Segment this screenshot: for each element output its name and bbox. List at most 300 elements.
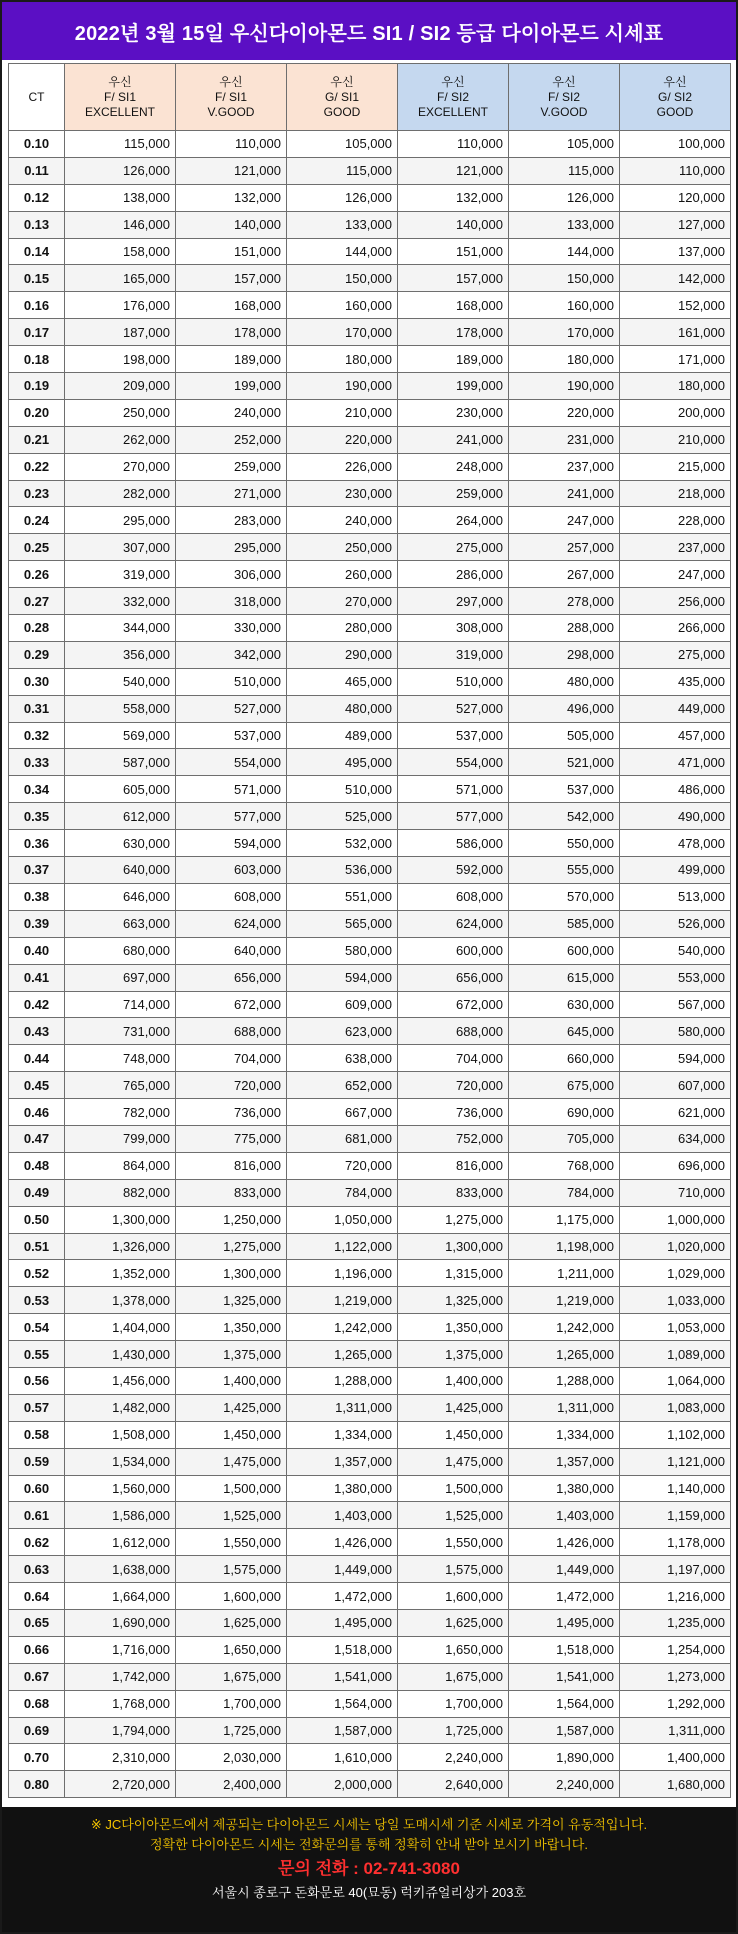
- table-row: [9, 399, 731, 426]
- price-cell: 612,000: [65, 803, 176, 830]
- price-cell: 571,000: [176, 776, 287, 803]
- column-grade: F/ SI2: [547, 89, 580, 104]
- price-cell: 1,198,000: [509, 1233, 620, 1260]
- price-cell: 736,000: [398, 1099, 509, 1126]
- price-cell: 178,000: [176, 319, 287, 346]
- price-cell: 1,197,000: [620, 1556, 731, 1583]
- column-brand: 우신: [663, 74, 687, 89]
- price-cell: 1,500,000: [398, 1475, 509, 1502]
- price-cell: 457,000: [620, 722, 731, 749]
- price-cell: 1,235,000: [620, 1609, 731, 1636]
- column-cut: GOOD: [656, 104, 694, 119]
- price-cell: 567,000: [620, 991, 731, 1018]
- price-cell: 1,575,000: [398, 1556, 509, 1583]
- price-cell: 634,000: [620, 1125, 731, 1152]
- table-row: [9, 1717, 731, 1744]
- price-cell: 240,000: [287, 507, 398, 534]
- price-cell: 200,000: [620, 399, 731, 426]
- carat-cell: 0.19: [9, 373, 65, 400]
- price-cell: 1,525,000: [176, 1502, 287, 1529]
- price-cell: 1,254,000: [620, 1636, 731, 1663]
- price-cell: 240,000: [176, 399, 287, 426]
- price-cell: 569,000: [65, 722, 176, 749]
- price-cell: 1,216,000: [620, 1583, 731, 1610]
- price-cell: 1,650,000: [176, 1636, 287, 1663]
- price-cell: 537,000: [509, 776, 620, 803]
- footer-note: ※ JC다이아몬드에서 제공되는 다이아몬드 시세는 당일 도매시세 기준 시세로 가격이 유동적입니다.: [90, 1817, 648, 1832]
- column-cut: V.GOOD: [540, 104, 588, 119]
- price-cell: 1,159,000: [620, 1502, 731, 1529]
- price-cell: 1,650,000: [398, 1636, 509, 1663]
- price-cell: 140,000: [398, 211, 509, 238]
- table-row: [9, 883, 731, 910]
- price-cell: 1,500,000: [176, 1475, 287, 1502]
- price-cell: 1,315,000: [398, 1260, 509, 1287]
- column-cut: GOOD: [323, 104, 361, 119]
- price-cell: 690,000: [509, 1099, 620, 1126]
- column-grade: F/ SI2: [436, 89, 469, 104]
- price-cell: 1,525,000: [398, 1502, 509, 1529]
- price-cell: 615,000: [509, 964, 620, 991]
- carat-cell: 0.29: [9, 641, 65, 668]
- carat-cell: 0.60: [9, 1475, 65, 1502]
- price-cell: 126,000: [65, 157, 176, 184]
- price-cell: 630,000: [65, 830, 176, 857]
- carat-cell: 0.59: [9, 1448, 65, 1475]
- price-cell: 704,000: [176, 1045, 287, 1072]
- price-cell: 1,211,000: [509, 1260, 620, 1287]
- price-cell: 1,020,000: [620, 1233, 731, 1260]
- price-cell: 605,000: [65, 776, 176, 803]
- price-cell: 1,242,000: [509, 1314, 620, 1341]
- table-row: [9, 1609, 731, 1636]
- price-cell: 672,000: [176, 991, 287, 1018]
- price-cell: 160,000: [509, 292, 620, 319]
- price-cell: 2,720,000: [65, 1771, 176, 1798]
- price-cell: 209,000: [65, 373, 176, 400]
- price-cell: 499,000: [620, 857, 731, 884]
- price-cell: 2,240,000: [398, 1744, 509, 1771]
- price-cell: 638,000: [287, 1045, 398, 1072]
- table-row: [9, 1448, 731, 1475]
- price-cell: 882,000: [65, 1179, 176, 1206]
- price-cell: 720,000: [287, 1152, 398, 1179]
- price-cell: 1,219,000: [287, 1287, 398, 1314]
- price-cell: 1,102,000: [620, 1421, 731, 1448]
- price-cell: 554,000: [176, 749, 287, 776]
- table-row: [9, 588, 731, 615]
- price-cell: 215,000: [620, 453, 731, 480]
- price-cell: 115,000: [287, 157, 398, 184]
- price-cell: 262,000: [65, 426, 176, 453]
- price-cell: 165,000: [65, 265, 176, 292]
- carat-cell: 0.40: [9, 937, 65, 964]
- price-cell: 1,334,000: [509, 1421, 620, 1448]
- contact-phone[interactable]: 문의 전화 : 02-741-3080: [278, 1859, 460, 1878]
- price-cell: 105,000: [287, 131, 398, 158]
- carat-cell: 0.34: [9, 776, 65, 803]
- price-cell: 1,541,000: [287, 1663, 398, 1690]
- price-cell: 505,000: [509, 722, 620, 749]
- price-cell: 540,000: [620, 937, 731, 964]
- price-cell: 490,000: [620, 803, 731, 830]
- price-cell: 170,000: [287, 319, 398, 346]
- price-cell: 1,311,000: [620, 1717, 731, 1744]
- table-row: [9, 1690, 731, 1717]
- price-cell: 110,000: [620, 157, 731, 184]
- price-cell: 1,518,000: [509, 1636, 620, 1663]
- price-cell: 127,000: [620, 211, 731, 238]
- price-cell: 319,000: [65, 561, 176, 588]
- carat-cell: 0.43: [9, 1018, 65, 1045]
- table-row: [9, 131, 731, 158]
- price-cell: 640,000: [176, 937, 287, 964]
- price-cell: 710,000: [620, 1179, 731, 1206]
- price-cell: 1,600,000: [176, 1583, 287, 1610]
- price-cell: 585,000: [509, 910, 620, 937]
- price-cell: 435,000: [620, 668, 731, 695]
- table-row: [9, 749, 731, 776]
- table-row: [9, 1018, 731, 1045]
- price-cell: 1,587,000: [509, 1717, 620, 1744]
- price-cell: 1,518,000: [287, 1636, 398, 1663]
- price-cell: 230,000: [398, 399, 509, 426]
- price-cell: 1,508,000: [65, 1421, 176, 1448]
- table-row: [9, 776, 731, 803]
- carat-cell: 0.70: [9, 1744, 65, 1771]
- column-header-f-si2-excellent: [398, 64, 509, 131]
- carat-cell: 0.30: [9, 668, 65, 695]
- carat-cell: 0.36: [9, 830, 65, 857]
- price-cell: 775,000: [176, 1125, 287, 1152]
- price-cell: 150,000: [287, 265, 398, 292]
- price-cell: 1,121,000: [620, 1448, 731, 1475]
- price-cell: 110,000: [398, 131, 509, 158]
- carat-cell: 0.12: [9, 184, 65, 211]
- price-cell: 275,000: [620, 641, 731, 668]
- price-cell: 237,000: [620, 534, 731, 561]
- table-row: [9, 1502, 731, 1529]
- column-brand: 우신: [330, 74, 354, 89]
- price-cell: 180,000: [620, 373, 731, 400]
- price-cell: 105,000: [509, 131, 620, 158]
- price-cell: 241,000: [398, 426, 509, 453]
- table-row: [9, 1233, 731, 1260]
- carat-cell: 0.48: [9, 1152, 65, 1179]
- price-cell: 510,000: [398, 668, 509, 695]
- column-header-ct: CT: [9, 64, 65, 131]
- price-cell: 720,000: [398, 1072, 509, 1099]
- price-cell: 1,053,000: [620, 1314, 731, 1341]
- price-cell: 532,000: [287, 830, 398, 857]
- price-cell: 1,449,000: [509, 1556, 620, 1583]
- table-row: [9, 1529, 731, 1556]
- table-row: [9, 1099, 731, 1126]
- carat-cell: 0.69: [9, 1717, 65, 1744]
- price-cell: 672,000: [398, 991, 509, 1018]
- price-cell: 231,000: [509, 426, 620, 453]
- table-row: [9, 1556, 731, 1583]
- price-cell: 280,000: [287, 615, 398, 642]
- price-cell: 480,000: [509, 668, 620, 695]
- price-cell: 1,472,000: [287, 1583, 398, 1610]
- table-row: [9, 1341, 731, 1368]
- price-cell: 187,000: [65, 319, 176, 346]
- price-cell: 144,000: [509, 238, 620, 265]
- carat-cell: 0.23: [9, 480, 65, 507]
- price-cell: 307,000: [65, 534, 176, 561]
- price-cell: 259,000: [398, 480, 509, 507]
- table-row: [9, 534, 731, 561]
- price-cell: 1,265,000: [287, 1341, 398, 1368]
- price-cell: 705,000: [509, 1125, 620, 1152]
- price-cell: 1,311,000: [509, 1394, 620, 1421]
- price-cell: 681,000: [287, 1125, 398, 1152]
- column-grade: G/ SI2: [657, 89, 692, 104]
- price-cell: 226,000: [287, 453, 398, 480]
- carat-cell: 0.65: [9, 1609, 65, 1636]
- carat-cell: 0.14: [9, 238, 65, 265]
- price-cell: 190,000: [509, 373, 620, 400]
- table-row: [9, 1636, 731, 1663]
- table-row: [9, 668, 731, 695]
- price-cell: 115,000: [509, 157, 620, 184]
- price-cell: 126,000: [287, 184, 398, 211]
- price-cell: 306,000: [176, 561, 287, 588]
- column-grade: F/ SI1: [214, 89, 247, 104]
- price-cell: 600,000: [398, 937, 509, 964]
- price-cell: 594,000: [620, 1045, 731, 1072]
- price-cell: 623,000: [287, 1018, 398, 1045]
- price-cell: 171,000: [620, 346, 731, 373]
- price-cell: 527,000: [176, 695, 287, 722]
- table-row: [9, 373, 731, 400]
- price-cell: 1,425,000: [176, 1394, 287, 1421]
- price-cell: 151,000: [398, 238, 509, 265]
- price-cell: 1,000,000: [620, 1206, 731, 1233]
- column-header-g-si2-good: [620, 64, 731, 131]
- price-cell: 1,638,000: [65, 1556, 176, 1583]
- price-cell: 1,564,000: [287, 1690, 398, 1717]
- price-cell: 527,000: [398, 695, 509, 722]
- price-cell: 1,300,000: [65, 1206, 176, 1233]
- price-cell: 290,000: [287, 641, 398, 668]
- price-cell: 330,000: [176, 615, 287, 642]
- table-row: [9, 1367, 731, 1394]
- price-cell: 286,000: [398, 561, 509, 588]
- price-cell: 782,000: [65, 1099, 176, 1126]
- price-cell: 1,288,000: [287, 1367, 398, 1394]
- column-header-g-si1-good: [287, 64, 398, 131]
- price-cell: 656,000: [398, 964, 509, 991]
- price-cell: 266,000: [620, 615, 731, 642]
- column-brand: 우신: [552, 74, 576, 89]
- price-cell: 553,000: [620, 964, 731, 991]
- price-cell: 2,310,000: [65, 1744, 176, 1771]
- price-cell: 1,064,000: [620, 1367, 731, 1394]
- carat-cell: 0.18: [9, 346, 65, 373]
- price-cell: 1,403,000: [287, 1502, 398, 1529]
- column-header-f-si1-vgood: [176, 64, 287, 131]
- price-cell: 1,475,000: [398, 1448, 509, 1475]
- price-cell: 688,000: [176, 1018, 287, 1045]
- column-cut: EXCELLENT: [84, 104, 156, 119]
- table-row: [9, 426, 731, 453]
- table-row: [9, 722, 731, 749]
- price-cell: 696,000: [620, 1152, 731, 1179]
- price-cell: 176,000: [65, 292, 176, 319]
- table-row: [9, 1583, 731, 1610]
- table-row: [9, 1475, 731, 1502]
- price-cell: 133,000: [509, 211, 620, 238]
- price-cell: 570,000: [509, 883, 620, 910]
- price-cell: 537,000: [398, 722, 509, 749]
- price-cell: 1,610,000: [287, 1744, 398, 1771]
- price-cell: 298,000: [509, 641, 620, 668]
- price-cell: 608,000: [176, 883, 287, 910]
- table-row: [9, 1206, 731, 1233]
- price-cell: 1,242,000: [287, 1314, 398, 1341]
- price-cell: 2,640,000: [398, 1771, 509, 1798]
- table-row: [9, 991, 731, 1018]
- price-cell: 288,000: [509, 615, 620, 642]
- price-cell: 158,000: [65, 238, 176, 265]
- price-cell: 228,000: [620, 507, 731, 534]
- price-cell: 656,000: [176, 964, 287, 991]
- price-cell: 526,000: [620, 910, 731, 937]
- price-cell: 1,449,000: [287, 1556, 398, 1583]
- price-cell: 137,000: [620, 238, 731, 265]
- price-cell: 132,000: [398, 184, 509, 211]
- price-cell: 624,000: [398, 910, 509, 937]
- carat-cell: 0.20: [9, 399, 65, 426]
- price-cell: 609,000: [287, 991, 398, 1018]
- price-cell: 115,000: [65, 131, 176, 158]
- carat-cell: 0.49: [9, 1179, 65, 1206]
- carat-cell: 0.46: [9, 1099, 65, 1126]
- price-cell: 1,325,000: [398, 1287, 509, 1314]
- column-brand: 우신: [441, 74, 465, 89]
- price-cell: 189,000: [398, 346, 509, 373]
- price-cell: 1,550,000: [398, 1529, 509, 1556]
- table-row: [9, 1179, 731, 1206]
- price-cell: 1,326,000: [65, 1233, 176, 1260]
- price-cell: 555,000: [509, 857, 620, 884]
- table-row: [9, 157, 731, 184]
- table-row: [9, 1125, 731, 1152]
- price-cell: 230,000: [287, 480, 398, 507]
- column-grade: F/ SI1: [103, 89, 136, 104]
- price-cell: 1,122,000: [287, 1233, 398, 1260]
- price-cell: 308,000: [398, 615, 509, 642]
- carat-cell: 0.10: [9, 131, 65, 158]
- price-cell: 259,000: [176, 453, 287, 480]
- table-row: [9, 641, 731, 668]
- table-row: [9, 480, 731, 507]
- carat-cell: 0.67: [9, 1663, 65, 1690]
- price-cell: 478,000: [620, 830, 731, 857]
- price-cell: 270,000: [65, 453, 176, 480]
- price-cell: 121,000: [398, 157, 509, 184]
- table-row: [9, 211, 731, 238]
- price-cell: 1,700,000: [398, 1690, 509, 1717]
- price-cell: 1,600,000: [398, 1583, 509, 1610]
- price-cell: 241,000: [509, 480, 620, 507]
- column-brand: 우신: [108, 74, 132, 89]
- price-cell: 752,000: [398, 1125, 509, 1152]
- price-cell: 1,586,000: [65, 1502, 176, 1529]
- carat-cell: 0.26: [9, 561, 65, 588]
- table-row: [9, 1421, 731, 1448]
- price-cell: 784,000: [287, 1179, 398, 1206]
- price-cell: 161,000: [620, 319, 731, 346]
- price-cell: 264,000: [398, 507, 509, 534]
- table-row: [9, 1260, 731, 1287]
- price-cell: 577,000: [176, 803, 287, 830]
- price-cell: 1,375,000: [176, 1341, 287, 1368]
- price-cell: 624,000: [176, 910, 287, 937]
- price-cell: 1,083,000: [620, 1394, 731, 1421]
- price-cell: 1,178,000: [620, 1529, 731, 1556]
- price-cell: 600,000: [509, 937, 620, 964]
- price-cell: 1,196,000: [287, 1260, 398, 1287]
- price-cell: 250,000: [65, 399, 176, 426]
- price-cell: 1,625,000: [176, 1609, 287, 1636]
- price-cell: 652,000: [287, 1072, 398, 1099]
- price-cell: 594,000: [176, 830, 287, 857]
- price-cell: 542,000: [509, 803, 620, 830]
- table-row: [9, 910, 731, 937]
- price-cell: 1,495,000: [509, 1609, 620, 1636]
- price-cell: 1,380,000: [509, 1475, 620, 1502]
- price-cell: 1,375,000: [398, 1341, 509, 1368]
- price-cell: 278,000: [509, 588, 620, 615]
- carat-cell: 0.35: [9, 803, 65, 830]
- price-cell: 180,000: [287, 346, 398, 373]
- price-cell: 587,000: [65, 749, 176, 776]
- carat-cell: 0.42: [9, 991, 65, 1018]
- column-brand: 우신: [219, 74, 243, 89]
- store-address: 서울시 종로구 돈화문로 40(묘동) 럭키쥬얼리상가 203호: [211, 1885, 527, 1900]
- price-cell: 256,000: [620, 588, 731, 615]
- price-cell: 640,000: [65, 857, 176, 884]
- price-cell: 540,000: [65, 668, 176, 695]
- price-cell: 1,029,000: [620, 1260, 731, 1287]
- table-row: [9, 937, 731, 964]
- footer-notice: [2, 1807, 736, 1932]
- price-cell: 577,000: [398, 803, 509, 830]
- price-cell: 663,000: [65, 910, 176, 937]
- price-cell: 138,000: [65, 184, 176, 211]
- price-cell: 126,000: [509, 184, 620, 211]
- table-row: [9, 238, 731, 265]
- price-cell: 1,541,000: [509, 1663, 620, 1690]
- price-cell: 1,404,000: [65, 1314, 176, 1341]
- price-cell: 1,175,000: [509, 1206, 620, 1233]
- price-cell: 480,000: [287, 695, 398, 722]
- price-table-body: [9, 131, 731, 1798]
- carat-cell: 0.13: [9, 211, 65, 238]
- price-cell: 180,000: [509, 346, 620, 373]
- price-cell: 150,000: [509, 265, 620, 292]
- carat-cell: 0.33: [9, 749, 65, 776]
- table-row: [9, 1771, 731, 1798]
- table-row: [9, 1045, 731, 1072]
- carat-cell: 0.56: [9, 1367, 65, 1394]
- price-cell: 550,000: [509, 830, 620, 857]
- price-cell: 486,000: [620, 776, 731, 803]
- price-cell: 449,000: [620, 695, 731, 722]
